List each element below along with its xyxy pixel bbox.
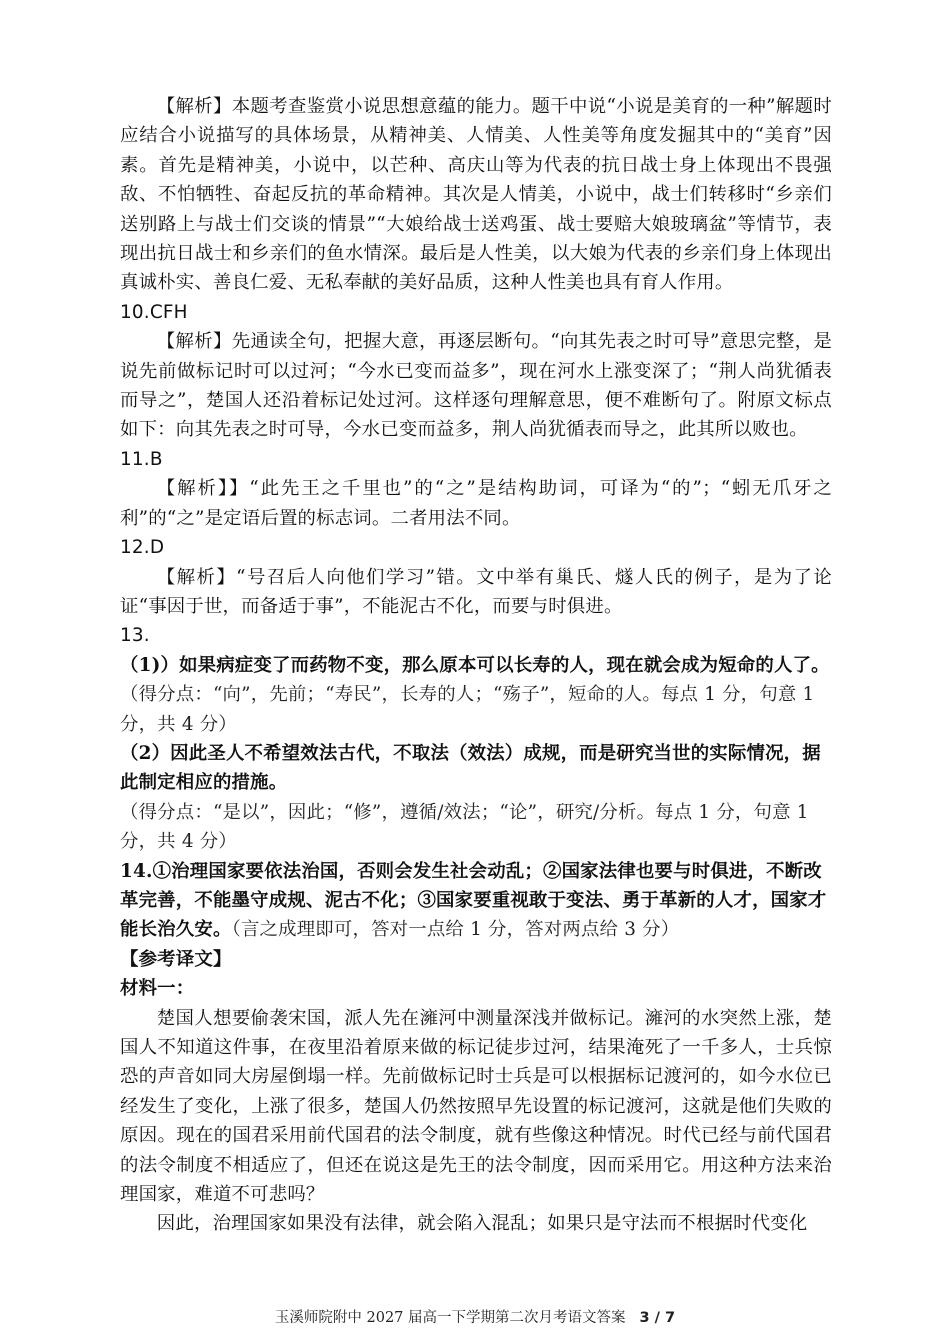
q14-answer: 14.①治理国家要依法治国，否则会发生社会动乱；②国家法律也要与时俱进，不断改革完善，不能墨守成规、泥古不化；③国家要重视敢于变法、勇于革新的人才，国家才能长治久安。: [120, 860, 827, 941]
q13-1-answer: （1)）如果病症变了而药物不变，那么原本可以长寿的人，现在就会成为短命的人了。: [120, 654, 830, 676]
analysis-q11: 【解析】】“此先王之千里也”的“之”是结构助词，可译为“的”；“蚓无爪牙之利”的“之”是定语后置的标志词。二者用法不同。: [120, 478, 832, 529]
page-number: 3 / 7: [639, 1310, 676, 1326]
analysis-q10: 【解析】先通读全句，把握大意，再逐层断句。“向其先表之时可导”意思完整，是说先前做标记时可以过河；“今水已变而益多”，现在河水上涨变深了；“荆人尚犹循表而导之”，楚国人还沿着标记处过河。这样逐句理解意思，便不难断句了。附原文标点如下：向其先表之时可导，今水已变而益多，荆人尚犹循表而导之，此其所以败也。: [120, 331, 832, 441]
page-footer: [0, 1306, 950, 1327]
answer-content: [120, 92, 832, 1239]
q10-answer: 10.CFH: [120, 301, 188, 323]
footer-title: 玉溪师院附中 2027 届高一下学期第二次月考语文答案: [274, 1310, 626, 1326]
translation-paragraph-2: 因此，治理国家如果没有法律，就会陷入混乱；如果只是守法而不根据时代变化: [156, 1213, 808, 1235]
q14-note: （言之成理即可，答对一点给 1 分，答对两点给 3 分）: [231, 919, 680, 941]
q13-label: 13.: [120, 625, 150, 647]
translation-paragraph-1: 楚国人想要偷袭宋国，派人先在澭河中测量深浅并做标记。澭河的水突然上涨，楚国人不知道这件事，在夜里沿着原来做的标记徒步过河，结果淹死了一千多人，士兵惊恐的声音如同大房屋倒塌一样。先前做标记时士兵是可以根据标记渡河的，如今水位已经发生了变化，上涨了很多，楚国人仍然按照早先设置的标记渡河，这就是他们失败的原因。现在的国君采用前代国君的法令制度，就有些像这种情况。时代已经与前代国君的法令制度不相适应了，但还在说这是先王的法令制度，因而采用它。用这种方法来治理国家，难道不可悲吗？: [120, 1007, 832, 1206]
translation-heading: 【参考译文】: [120, 948, 232, 970]
q11-answer: 11.B: [120, 448, 163, 470]
q14-block: [120, 857, 832, 945]
q13-1-points: （得分点：“向”，先前；“寿民”，长寿的人；“殇子”，短命的人。每点 1 分，句意 1 分，共 4 分）: [120, 684, 815, 735]
analysis-q9: 【解析】本题考查鉴赏小说思想意蕴的能力。题干中说“小说是美育的一种”解题时应结合小说描写的具体场景，从精神美、人情美、人性美等角度发掘其中的“美育”因素。首先是精神美，小说中，以芒种、高庆山等为代表的抗日战士身上体现出不畏强敌、不怕牺牲、奋起反抗的革命精神。其次是人情美，小说中，战士们转移时“乡亲们送别路上与战士们交谈的情景”“大娘给战士送鸡蛋、战士要赔大娘玻璃盆”等情节，表现出抗日战士和乡亲们的鱼水情深。最后是人性美，以大娘为代表的乡亲们身上体现出真诚朴实、善良仁爱、无私奉献的美好品质，这种人性美也具有育人作用。: [120, 96, 832, 294]
q13-2-points: （得分点：“是以”，因此；“修”，遵循/效法；“论”，研究/分析。每点 1 分，句意 1 分，共 4 分）: [120, 801, 809, 853]
q13-2-answer: （2）因此圣人不希望效法古代，不取法（效法）成规，而是研究当世的实际情况，据此制定相应的措施。: [120, 742, 821, 794]
q12-answer: 12.D: [120, 537, 165, 559]
analysis-q12: 【解析】“号召后人向他们学习”错。文中举有巢氏、燧人氏的例子，是为了论证“事因于世，而备适于事”，不能泥古不化，而要与时俱进。: [120, 566, 832, 617]
material-1-heading: 材料一：: [120, 978, 195, 1000]
